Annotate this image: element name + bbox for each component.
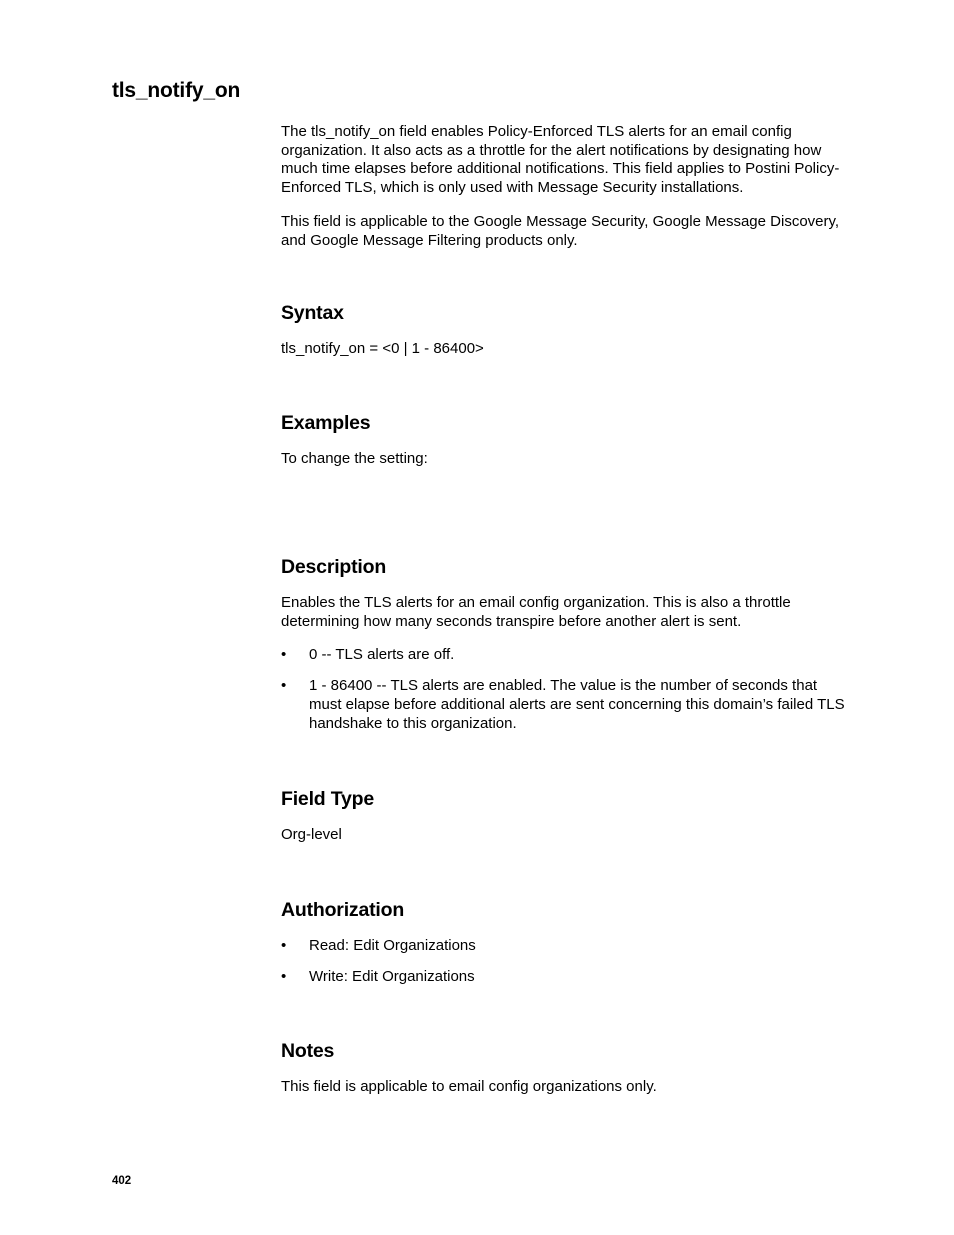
- page-title: tls_notify_on: [112, 79, 241, 102]
- page-number: 402: [112, 1175, 132, 1187]
- section-heading-description: Description: [281, 556, 387, 578]
- list-item-text: 1 - 86400 -- TLS alerts are enabled. The value is the number of seconds that must elapse before additional alerts are sent concerning this domain’s failed TLS handshake to this organization.: [309, 677, 845, 732]
- section-heading-notes: Notes: [281, 1040, 335, 1062]
- notes-section: [281, 1039, 847, 1097]
- authorization-list: [281, 937, 847, 986]
- list-item: [281, 968, 847, 987]
- list-item: [281, 646, 847, 665]
- notes-text: This field is applicable to email config organizations only.: [281, 1078, 657, 1095]
- list-item: [281, 677, 847, 733]
- bullet: •: [281, 677, 287, 695]
- syntax-section: [281, 301, 847, 359]
- description-text: Enables the TLS alerts for an email config organization. This is also a throttle determining how many seconds transpire before another alert is sent.: [281, 594, 791, 630]
- list-item-text: 0 -- TLS alerts are off.: [309, 646, 455, 664]
- intro-paragraph: This field is applicable to the Google Message Security, Google Message Discovery, and Google Message Filtering products only.: [281, 212, 840, 249]
- intro-paragraph: The tls_notify_on field enables Policy-Enforced TLS alerts for an email config organization. It also acts as a throttle for the alert notifications by designating how much time elapses before additional notifications. This field applies to Postini Policy-Enforced TLS, which is only used with Message Security installations.: [281, 123, 840, 197]
- field-type-text: Org-level: [281, 826, 342, 843]
- examples-text: To change the setting:: [281, 450, 428, 467]
- section-heading-field-type: Field Type: [281, 788, 374, 810]
- section-heading-syntax: Syntax: [281, 302, 344, 324]
- list-item: [281, 937, 847, 956]
- authorization-section: [281, 898, 847, 998]
- examples-section: [281, 411, 847, 469]
- main-content: [281, 123, 847, 1095]
- bullet: •: [281, 646, 287, 664]
- section-heading-authorization: Authorization: [281, 899, 405, 921]
- description-list: [281, 646, 847, 733]
- description-section: [281, 555, 847, 745]
- list-item-text: Read: Edit Organizations: [309, 937, 476, 954]
- field-type-section: [281, 787, 847, 845]
- bullet: •: [281, 937, 287, 954]
- list-item-text: Write: Edit Organizations: [309, 967, 475, 985]
- section-heading-examples: Examples: [281, 412, 371, 434]
- bullet: •: [281, 967, 287, 985]
- syntax-text: tls_notify_on = <0 | 1 - 86400>: [281, 340, 484, 357]
